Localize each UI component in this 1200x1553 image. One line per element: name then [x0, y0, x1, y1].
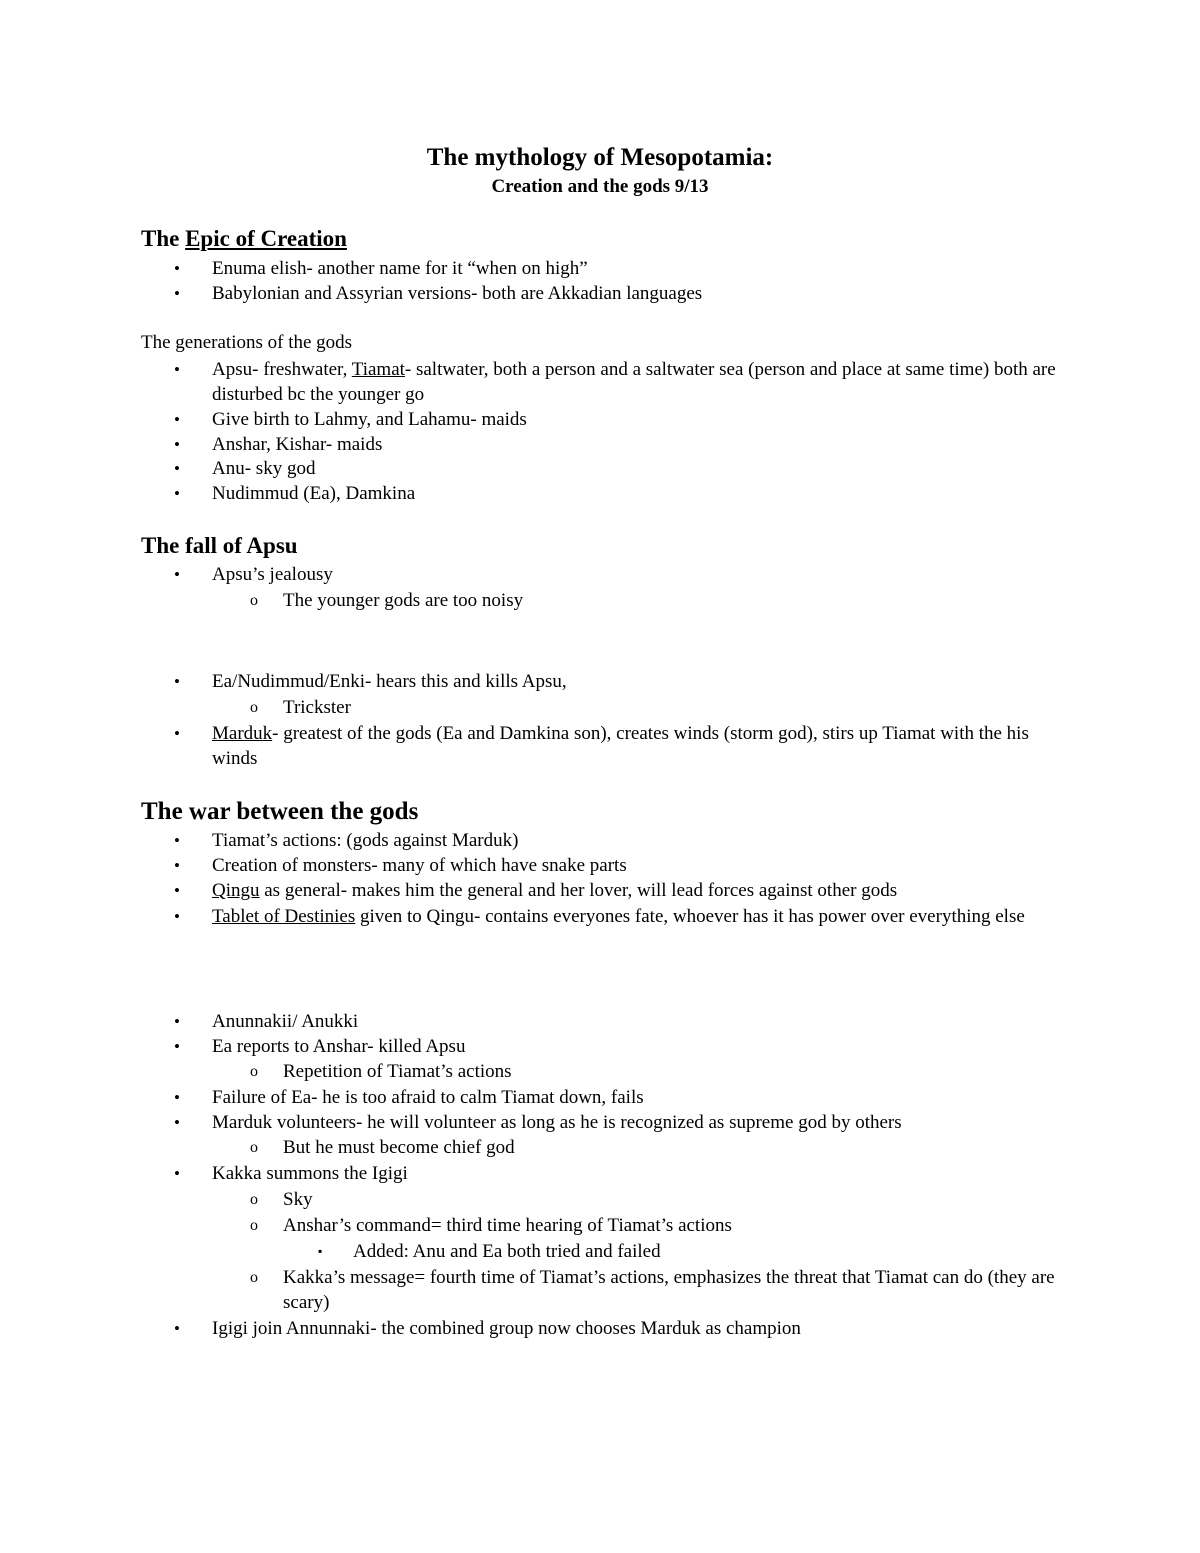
text-run: given to Qingu- contains everyones fate, whoever has it has power over everything else [355, 906, 1025, 927]
list-item-text: Enuma elish- another name for it “when on high” [212, 258, 588, 279]
bullet-icon: • [174, 259, 180, 278]
square-bullet-icon: ▪ [318, 1244, 323, 1258]
list-item-text: Kakka’s message= fourth time of Tiamat’s actions, emphasizes the threat that Tiamat can do (they are scary) [283, 1267, 1055, 1313]
list-item-text: But he must become chief god [283, 1137, 515, 1158]
list-item-text: Creation of monsters- many of which have snake parts [212, 855, 627, 876]
bullet-icon: • [174, 856, 180, 875]
circle-bullet-icon: o [250, 1217, 258, 1234]
list-item-text [212, 878, 897, 903]
text-run: Apsu- freshwater, [212, 359, 352, 380]
underlined-term: Tablet of Destinies [212, 906, 356, 927]
heading-generations: The generations of the gods [141, 332, 353, 353]
list-item-text: Anshar, Kishar- maids [212, 434, 383, 455]
list-item-text: Nudimmud (Ea), Damkina [212, 483, 416, 504]
circle-bullet-icon: o [250, 592, 258, 609]
bullet-icon: • [174, 360, 180, 379]
bullet-icon: • [174, 831, 180, 850]
list-item-text [212, 357, 1062, 407]
underlined-term: Qingu [212, 880, 260, 901]
list-item-text: Tiamat’s actions: (gods against Marduk) [212, 830, 519, 851]
list-item-text: Marduk volunteers- he will volunteer as long as he is recognized as supreme god by others [212, 1112, 902, 1133]
list-item-text: Babylonian and Assyrian versions- both are Akkadian languages [212, 283, 703, 304]
list-item-text: Added: Anu and Ea both tried and failed [353, 1241, 661, 1262]
document-title: The mythology of Mesopotamia: [426, 144, 774, 171]
bullet-icon: • [174, 1164, 180, 1183]
circle-bullet-icon: o [250, 1063, 258, 1080]
heading-underlined: Epic of Creation [185, 226, 347, 251]
bullet-icon: • [174, 1113, 180, 1132]
list-item-text [212, 904, 1025, 929]
underlined-term: Tiamat [351, 359, 405, 380]
list-item-text [212, 721, 1062, 771]
bullet-icon: • [174, 1319, 180, 1338]
list-item-text: Ea reports to Anshar- killed Apsu [212, 1036, 466, 1057]
bullet-icon: • [174, 565, 180, 584]
text-run: - greatest of the gods (Ea and Damkina son), creates winds (storm god), stirs up Tiamat with the his winds [212, 723, 1029, 769]
underlined-term: Marduk [212, 723, 273, 744]
list-item-text: Apsu’s jealousy [212, 564, 333, 585]
list-item-text: Trickster [283, 697, 351, 718]
list-item-text: Sky [283, 1189, 313, 1210]
bullet-icon: • [174, 435, 180, 454]
heading-epic-of-creation [141, 226, 347, 252]
list-item-text: Failure of Ea- he is too afraid to calm Tiamat down, fails [212, 1087, 644, 1108]
bullet-icon: • [174, 484, 180, 503]
heading-war-between-gods: The war between the gods [141, 798, 419, 825]
list-item-text: Repetition of Tiamat’s actions [283, 1061, 512, 1082]
bullet-icon: • [174, 672, 180, 691]
bullet-icon: • [174, 1088, 180, 1107]
bullet-icon: • [174, 410, 180, 429]
heading-prefix: The [141, 226, 186, 251]
list-item-text: Anunnakii/ Anukki [212, 1011, 359, 1032]
document-subtitle: Creation and the gods 9/13 [491, 176, 709, 197]
list-item-text: Ea/Nudimmud/Enki- hears this and kills Apsu, [212, 671, 567, 692]
circle-bullet-icon: o [250, 1139, 258, 1156]
bullet-icon: • [174, 459, 180, 478]
list-item-text: The younger gods are too noisy [283, 590, 524, 611]
bullet-icon: • [174, 284, 180, 303]
list-item-text: Anu- sky god [212, 458, 316, 479]
circle-bullet-icon: o [250, 1191, 258, 1208]
text-run: - saltwater, both a person and a saltwater sea (person and place at same time) both are disturbed bc the younger go [212, 359, 1056, 405]
list-item-text: Give birth to Lahmy, and Lahamu- maids [212, 409, 527, 430]
bullet-icon: • [174, 1012, 180, 1031]
list-item-text: Kakka summons the Igigi [212, 1163, 408, 1184]
bullet-icon: • [174, 724, 180, 743]
circle-bullet-icon: o [250, 699, 258, 716]
bullet-icon: • [174, 1037, 180, 1056]
list-item-text: Anshar’s command= third time hearing of Tiamat’s actions [283, 1215, 732, 1236]
heading-fall-of-apsu: The fall of Apsu [141, 533, 298, 558]
bullet-icon: • [174, 907, 180, 926]
list-item-text: Igigi join Annunnaki- the combined group now chooses Marduk as champion [212, 1318, 801, 1339]
bullet-icon: • [174, 881, 180, 900]
circle-bullet-icon: o [250, 1269, 258, 1286]
text-run: as general- makes him the general and her lover, will lead forces against other gods [259, 880, 898, 901]
